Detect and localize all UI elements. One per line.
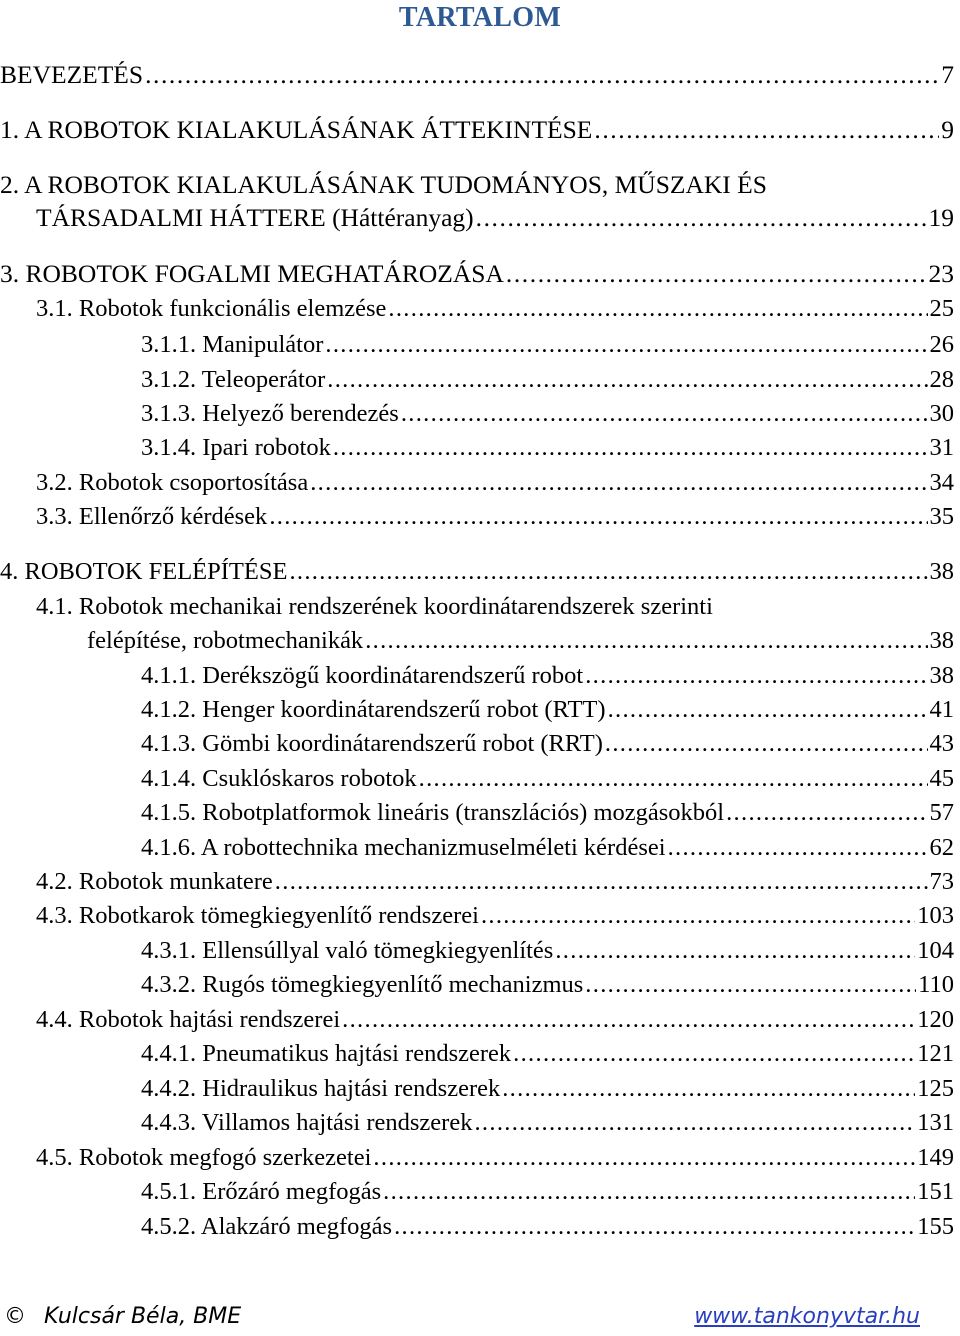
toc-entry-label: 3.3. Ellenőrző kérdések	[36, 503, 268, 530]
toc-entry-page: 155	[917, 1213, 954, 1240]
toc-entry-label: 4.3. Robotkarok tömegkiegyenlítő rendszerei	[36, 902, 479, 929]
toc-entry[interactable]	[141, 1213, 954, 1241]
toc-entry-page: 38	[929, 627, 954, 654]
toc-entry[interactable]	[0, 558, 954, 586]
dot-leader	[342, 1006, 915, 1034]
toc-entry[interactable]	[36, 1006, 954, 1034]
copyright-icon: ©	[4, 1304, 26, 1329]
toc-entry[interactable]	[36, 503, 954, 531]
toc-entry[interactable]	[36, 1144, 954, 1172]
toc-entry-page: 31	[929, 434, 954, 461]
dot-leader	[145, 60, 939, 90]
toc-entry[interactable]	[141, 400, 954, 428]
toc-entry[interactable]	[141, 366, 954, 394]
toc-entry-label: 3.1.4. Ipari robotok	[141, 434, 331, 461]
toc-entry-page: 57	[929, 799, 954, 826]
toc-entry-page: 104	[917, 937, 954, 964]
toc-entry-page: 151	[917, 1178, 954, 1205]
dot-leader	[394, 1213, 915, 1241]
dot-leader	[474, 1109, 915, 1137]
toc-entry-page: 38	[929, 558, 954, 585]
toc-entry-label: 3. ROBOTOK FOGALMI MEGHATÁROZÁSA	[0, 259, 504, 288]
dot-leader	[333, 434, 928, 462]
toc-entry-label: 3.1. Robotok funkcionális elemzése	[36, 295, 387, 322]
toc-entry-page: 125	[917, 1075, 954, 1102]
dot-leader	[585, 971, 916, 999]
toc-entry-page: 26	[929, 331, 954, 358]
toc-entry[interactable]	[141, 1040, 954, 1068]
toc-entry[interactable]	[141, 331, 954, 359]
toc-entry-label: 4.1.1. Derékszögű koordinátarendszerű robot	[141, 662, 584, 689]
footer-author: Kulcsár Béla, BME	[44, 1304, 242, 1329]
dot-leader	[365, 627, 927, 655]
page-footer	[0, 1300, 960, 1336]
toc-entry[interactable]	[0, 259, 954, 289]
toc-entry-label: 1. A ROBOTOK KIALAKULÁSÁNAK ÁTTEKINTÉSE	[0, 115, 593, 144]
toc-entry[interactable]	[36, 295, 954, 323]
dot-leader	[481, 902, 915, 930]
toc-entry-label: 4.4. Robotok hajtási rendszerei	[36, 1006, 341, 1033]
toc-entry-page: 34	[929, 469, 954, 496]
toc-entry-label: 4.5.2. Alakzáró megfogás	[141, 1213, 393, 1240]
dot-leader	[325, 331, 927, 359]
dot-leader	[310, 469, 927, 497]
toc-entry-page: 30	[929, 400, 954, 427]
toc-entry-page: 73	[929, 868, 954, 895]
toc-entry[interactable]	[141, 730, 954, 758]
toc-entry-label: 4.1.5. Robotplatformok lineáris (transzlációs) mozgásokból	[141, 799, 725, 826]
toc-entry-label: 4.5.1. Erőzáró megfogás	[141, 1178, 382, 1205]
toc-entry-page: 103	[917, 902, 954, 929]
dot-leader	[373, 1144, 915, 1172]
dot-leader	[605, 730, 928, 758]
toc-entry[interactable]	[141, 799, 954, 827]
dot-leader	[502, 1075, 915, 1103]
dot-leader	[555, 937, 915, 965]
toc-entry-label: 4.4.3. Villamos hajtási rendszerek	[141, 1109, 473, 1136]
toc-entry[interactable]	[141, 662, 954, 690]
dot-leader	[269, 503, 927, 531]
toc-entry-label-line[interactable]: 4.1. Robotok mechanikai rendszerének koordinátarendszerek szerinti	[36, 593, 713, 620]
dot-leader	[383, 1178, 915, 1206]
dot-leader	[668, 834, 928, 862]
dot-leader	[726, 799, 927, 827]
dot-leader	[289, 558, 927, 586]
footer-website-link[interactable]: www.tankonyvtar.hu	[694, 1304, 920, 1329]
page-title: TARTALOM	[398, 2, 562, 33]
toc-entry-label: 4.1.4. Csuklóskaros robotok	[141, 765, 417, 792]
toc-entry-page: 149	[917, 1144, 954, 1171]
toc-entry[interactable]	[87, 627, 954, 655]
toc-entry-label: TÁRSADALMI HÁTTERE (Háttéranyag)	[36, 203, 474, 232]
toc-entry-label: 4.1.6. A robottechnika mechanizmuselméleti kérdései	[141, 834, 666, 861]
dot-leader	[513, 1040, 915, 1068]
toc-entry-label: 3.1.3. Helyező berendezés	[141, 400, 399, 427]
dot-leader	[401, 400, 928, 428]
toc-entry[interactable]	[141, 971, 954, 999]
toc-entry[interactable]	[141, 696, 954, 724]
toc-entry-page: 19	[928, 203, 954, 232]
toc-entry[interactable]	[141, 1109, 954, 1137]
toc-entry-label: BEVEZETÉS	[0, 60, 144, 89]
toc-entry[interactable]	[141, 434, 954, 462]
toc-entry[interactable]	[141, 834, 954, 862]
toc-entry-page: 110	[918, 971, 954, 998]
toc-entry-page: 25	[929, 295, 954, 322]
toc-entry-page: 120	[917, 1006, 954, 1033]
toc-entry-page: 9	[941, 115, 954, 144]
toc-entry-page: 23	[928, 259, 954, 288]
toc-entry-page: 121	[917, 1040, 954, 1067]
toc-entry[interactable]	[141, 1178, 954, 1206]
dot-leader	[476, 203, 927, 233]
toc-entry-label: 4.1.2. Henger koordinátarendszerű robot (RTT)	[141, 696, 606, 723]
toc-entry-label: 4. ROBOTOK FELÉPÍTÉSE	[0, 558, 288, 585]
toc-entry[interactable]	[36, 868, 954, 896]
dot-leader	[506, 259, 927, 289]
toc-entry-page: 7	[941, 60, 954, 89]
toc-entry-page: 62	[929, 834, 954, 861]
dot-leader	[388, 295, 927, 323]
toc-entry-label: 3.1.2. Teleoperátor	[141, 366, 326, 393]
toc-entry[interactable]	[36, 469, 954, 497]
toc-entry[interactable]	[0, 60, 954, 90]
dot-leader	[275, 868, 928, 896]
toc-entry-page: 41	[929, 696, 954, 723]
dot-leader	[608, 696, 928, 724]
toc-entry-label: 4.5. Robotok megfogó szerkezetei	[36, 1144, 372, 1171]
toc-entry-page: 28	[929, 366, 954, 393]
toc-entry-page: 38	[929, 662, 954, 689]
toc-entry-label: 3.1.1. Manipulátor	[141, 331, 324, 358]
toc-entry-page: 131	[917, 1109, 954, 1136]
toc-entry-label: 4.3.1. Ellensúllyal való tömegkiegyenlítés	[141, 937, 554, 964]
toc-entry[interactable]	[36, 203, 954, 233]
toc-entry[interactable]	[141, 765, 954, 793]
toc-entry-label: 4.1.3. Gömbi koordinátarendszerű robot (RRT)	[141, 730, 603, 757]
dot-leader	[419, 765, 928, 793]
toc-entry[interactable]	[0, 115, 954, 145]
toc-entry[interactable]	[141, 937, 954, 965]
toc-entry-label: 3.2. Robotok csoportosítása	[36, 469, 309, 496]
dot-leader	[594, 115, 939, 145]
toc-entry-page: 45	[929, 765, 954, 792]
toc-entry-page: 35	[929, 503, 954, 530]
toc-entry-label: felépítése, robotmechanikák	[87, 627, 364, 654]
toc-entry-label: 4.4.1. Pneumatikus hajtási rendszerek	[141, 1040, 512, 1067]
toc-entry-label: 4.4.2. Hidraulikus hajtási rendszerek	[141, 1075, 501, 1102]
toc-entry-label: 4.3.2. Rugós tömegkiegyenlítő mechanizmus	[141, 971, 584, 998]
toc-entry[interactable]	[36, 902, 954, 930]
toc-entry-page: 43	[929, 730, 954, 757]
toc-entry-label: 4.2. Robotok munkatere	[36, 868, 273, 895]
toc-entry[interactable]	[141, 1075, 954, 1103]
dot-leader	[585, 662, 927, 690]
dot-leader	[327, 366, 927, 394]
toc-entry-label-line[interactable]: 2. A ROBOTOK KIALAKULÁSÁNAK TUDOMÁNYOS, MŰSZAKI ÉS	[0, 170, 767, 199]
